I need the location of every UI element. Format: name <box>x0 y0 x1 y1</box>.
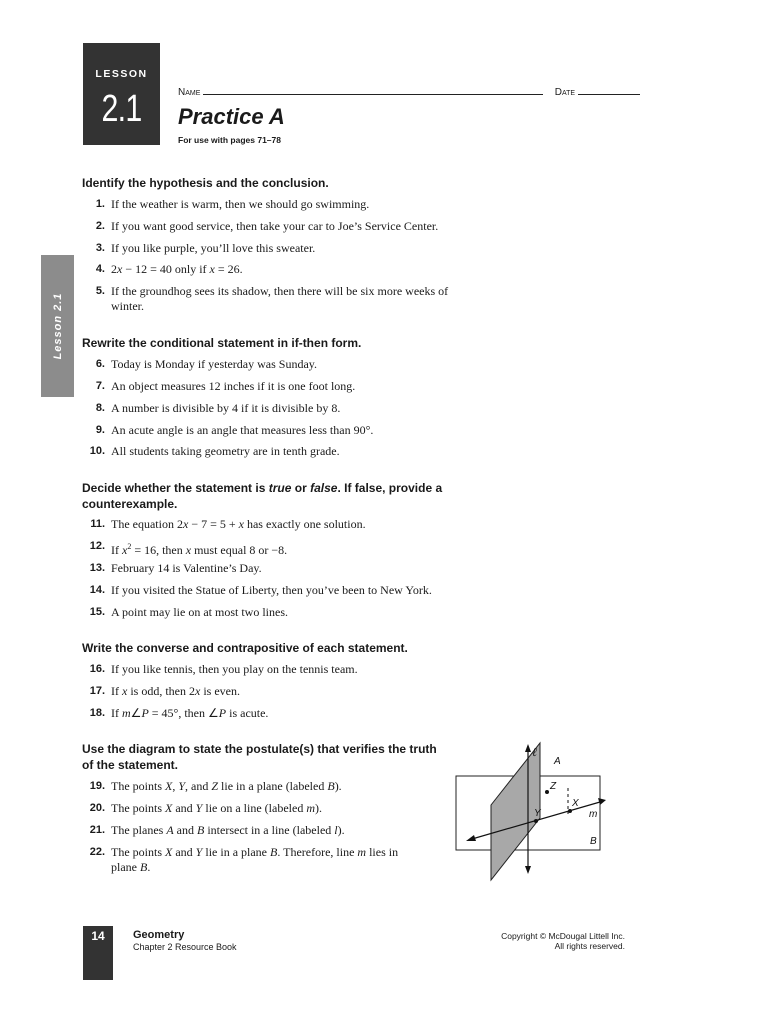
lesson-number: 2.1 <box>101 88 142 130</box>
book-title: Geometry <box>133 929 185 941</box>
date-field[interactable] <box>578 85 640 95</box>
line-m-arrow-right <box>598 798 606 805</box>
lesson-badge <box>83 43 160 145</box>
side-tab <box>41 255 74 397</box>
line-m-arrow-left <box>466 835 476 841</box>
name-date-row <box>178 85 640 98</box>
point-y <box>534 819 538 823</box>
side-tab-label: Lesson 2.1 <box>51 292 64 360</box>
section-heading: Identify the hypothesis and the conclusion. <box>82 176 329 190</box>
point-z <box>545 790 549 794</box>
label-l: ℓ <box>532 745 537 759</box>
label-m: m <box>589 809 598 820</box>
line-l-arrow-bottom <box>525 866 531 874</box>
section-heading: Use the diagram to state the postulate(s) that verifies the truth of the statement. <box>82 742 437 772</box>
label-y: Y <box>534 808 541 819</box>
page-number: 14 <box>91 929 105 943</box>
page-number-box <box>83 926 113 980</box>
label-a: A <box>554 756 561 767</box>
copyright-line-2: All rights reserved. <box>554 941 625 951</box>
lesson-label: LESSON <box>95 68 148 80</box>
label-b: B <box>590 836 597 847</box>
name-field[interactable] <box>203 85 543 95</box>
section-heading: Rewrite the conditional statement in if-then form. <box>82 336 362 350</box>
copyright <box>501 931 625 951</box>
book-subtitle: Chapter 2 Resource Book <box>133 942 237 952</box>
section-heading: Write the converse and contrapositive of each statement. <box>82 641 408 655</box>
label-z: Z <box>550 781 557 792</box>
page-title: Practice A <box>178 104 285 129</box>
line-l-arrow-top <box>525 744 531 752</box>
section-heading: Decide whether the statement is true or false. If false, provide a counterexample. <box>82 481 443 511</box>
plane-a <box>491 743 540 880</box>
date-label: Date <box>554 87 576 98</box>
page-reference: For use with pages 71–78 <box>178 135 281 145</box>
planes-diagram <box>450 740 610 885</box>
label-x: X <box>572 798 579 809</box>
copyright-line-1: Copyright © McDougal Littell Inc. <box>501 931 625 941</box>
point-x <box>568 809 572 813</box>
name-label: Name <box>178 87 201 98</box>
